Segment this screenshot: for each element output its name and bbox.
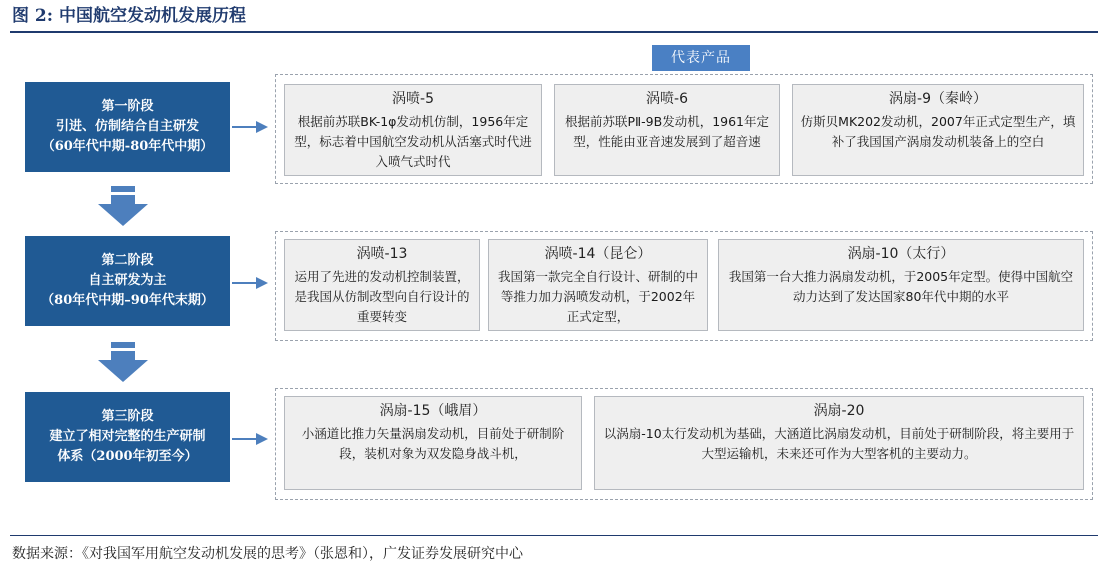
product-title: 涡扇-9（秦岭） — [889, 91, 987, 107]
product-title: 涡喷-6 — [646, 91, 688, 107]
stage-3-name: 第三阶段 — [101, 409, 154, 424]
source-note: 数据来源：《对我国军用航空发动机发展的思考》（张恩和），广发证券发展研究中心 — [12, 546, 523, 562]
product-card — [792, 84, 1084, 176]
product-card — [488, 239, 708, 331]
product-desc: 小涵道比推力矢量涡扇发动机，目前处于研制阶段，装机对象为双发隐身战斗机， — [301, 426, 565, 461]
legend-tag: 代表产品 — [652, 45, 750, 71]
product-title: 涡喷-5 — [392, 91, 434, 107]
stage-1-focus: 引进、仿制结合自主研发 — [55, 119, 199, 134]
product-desc: 以涡扇-10太行发动机为基础，大涵道比涡扇发动机，目前处于研制阶段，将主要用于大型运输机，未来还可作为大型客机的主要动力。 — [603, 426, 1075, 461]
stage-2-focus: 自主研发为主 — [88, 273, 167, 288]
stage-1-name: 第一阶段 — [101, 99, 154, 114]
source-divider — [10, 535, 1098, 536]
product-card — [284, 84, 542, 176]
product-desc: 我国第一台大推力涡扇发动机，于2005年定型。使得中国航空动力达到了发达国家80年代中期的水平 — [728, 269, 1074, 304]
product-title: 涡喷-13 — [356, 246, 408, 262]
product-desc: 我国第一款完全自行设计、研制的中等推力加力涡喷发动机，于2002年正式定型， — [497, 269, 698, 324]
stage-1-arrow — [232, 120, 268, 134]
product-desc: 根据前苏联BK-1φ发动机仿制，1956年定型，标志着中国航空发动机从活塞式时代进入喷气式时代 — [294, 114, 532, 169]
stage-2-box — [25, 236, 230, 326]
product-card — [284, 396, 582, 490]
stage-2-period: （80年代中期–90年代末期） — [41, 293, 214, 308]
product-title: 涡扇-20 — [813, 403, 865, 419]
title-divider — [10, 31, 1098, 33]
figure-title: 图 2: 中国航空发动机发展历程 — [12, 6, 246, 26]
stage-1-to-2-arrow — [96, 186, 150, 226]
product-card — [718, 239, 1084, 331]
product-title: 涡喷-14（昆仑） — [544, 246, 652, 262]
product-desc: 根据前苏联PⅡ-9B发动机，1961年定型，性能由亚音速发展到了超音速 — [564, 114, 770, 149]
stage-2-to-3-arrow — [96, 342, 150, 382]
stage-3-arrow — [232, 432, 268, 446]
product-desc: 运用了先进的发动机控制装置，是我国从仿制改型向自行设计的重要转变 — [294, 269, 470, 324]
product-desc: 仿斯贝MK202发动机，2007年正式定型生产，填补了我国国产涡扇发动机装备上的空白 — [800, 114, 1076, 149]
stage-2-name: 第二阶段 — [101, 253, 154, 268]
stage-3-focus: 建立了相对完整的生产研制 — [49, 429, 206, 444]
product-title: 涡扇-15（峨眉） — [379, 403, 487, 419]
stage-3-period: 体系（2000年初至今） — [57, 449, 198, 464]
stage-2-arrow — [232, 276, 268, 290]
product-card — [284, 239, 480, 331]
stage-1-period: （60年代中期-80年代中期） — [41, 139, 214, 154]
stage-3-box — [25, 392, 230, 482]
product-title: 涡扇-10（太行） — [847, 246, 955, 262]
stage-1-box — [25, 82, 230, 172]
product-card — [594, 396, 1084, 490]
product-card — [554, 84, 780, 176]
